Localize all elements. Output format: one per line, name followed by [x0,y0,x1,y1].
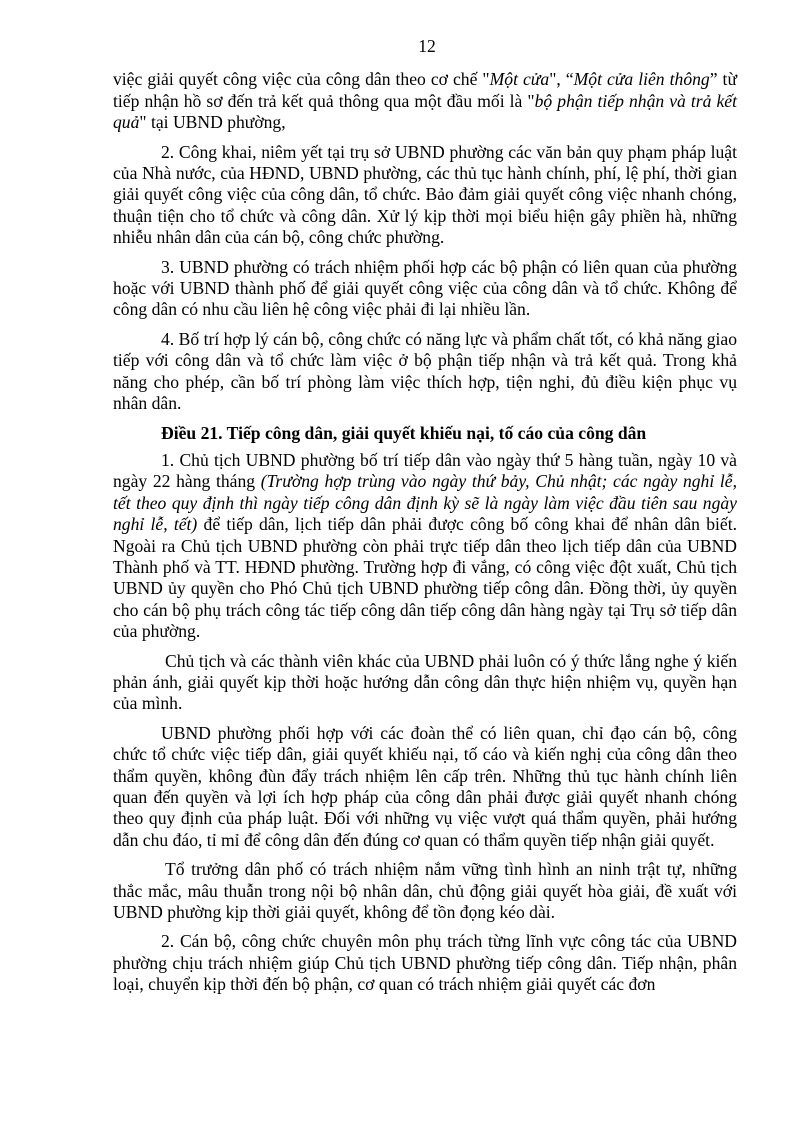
article-21-heading: Điều 21. Tiếp công dân, giải quyết khiếu nại, tố cáo của công dân [161,422,647,443]
paragraph-article-21-item-1 [113,450,737,643]
paragraph-item-4: 4. Bố trí hợp lý cán bộ, công chức có năng lực và phẩm chất tốt, có khả năng giao tiếp với công dân và tổ chức làm việc ở bộ phận tiếp nhận và trả kết quả. Trong khả năng cho phép, cần bố trí phòng làm việc thích hợp, tiện nghi, đủ điều kiện phục vụ nhân dân. [113,328,737,414]
page-number: 12 [418,36,436,56]
italic-term: Một cửa liên thông [573,69,710,90]
text-run: " tại UBND phường, [139,112,286,133]
paragraph-article-21-item-2: 2. Cán bộ, công chức chuyên môn phụ trách từng lĩnh vực công tác của UBND phường chịu trách nhiệm giúp Chủ tịch UBND phường tiếp công dân. Tiếp nhận, phân loại, chuyển kịp thời đến bộ phận, cơ quan có trách nhiệm giải quyết các đơn [113,931,737,995]
italic-note: (Trường hợp trùng vào ngày thứ bảy, Chủ nhật; các ngày nghỉ lễ, tết theo quy định thì ngày tiếp công dân định kỳ sẽ là ngày làm việc đầu tiên sau ngày nghỉ lễ, tết) [113,471,737,535]
paragraph-item-3: 3. UBND phường có trách nhiệm phối hợp các bộ phận có liên quan của phường hoặc với UBND thành phố để giải quyết công việc của công dân và tổ chức. Không để công dân có nhu cầu liên hệ công việc phải đi lại nhiều lần. [113,256,737,320]
text-run: để tiếp dân, lịch tiếp dân phải được công bố công khai để nhân dân biết. Ngoài ra Chủ tịch UBND phường còn phải trực tiếp dân theo lịch tiếp dân của UBND Thành phố và TT. HĐND phường. Trường hợp đi vắng, có công việc đột xuất, Chủ tịch UBND ủy quyền cho Phó Chủ tịch UBND phường tiếp công dân. Đồng thời, ủy quyền cho cán bộ phụ trách công tác tiếp công dân tiếp công dân hàng ngày tại Trụ sở tiếp dân của phường. [113,514,737,642]
text-run: ” từ tiếp nhận hồ sơ đến trả kết quả thông qua một đầu mối là " [113,69,737,111]
italic-term: Một cửa [489,69,550,90]
text-run: việc giải quyết công việc của công dân theo cơ chế " [113,69,490,90]
paragraph-item-2: 2. Công khai, niêm yết tại trụ sở UBND phường các văn bản quy phạm pháp luật của Nhà nước, của HĐND, UBND phường, các thủ tục hành chính, phí, lệ phí, thời gian giải quyết công việc của công dân, tổ chức. Bảo đảm giải quyết công việc nhanh chóng, thuận tiện cho tổ chức và công dân. Xử lý kịp thời mọi biểu hiện gây phiền hà, những nhiễu nhân dân của cán bộ, công chức phường. [113,141,737,248]
paragraph-neighborhood-leader: Tổ trưởng dân phố có trách nhiệm nắm vững tình hình an ninh trật tự, những thắc mắc, mâu thuẫn trong nội bộ nhân dân, chủ động giải quyết hòa giải, đề xuất với UBND phường kịp thời giải quyết, không để tồn đọng kéo dài. [113,859,737,923]
italic-term: bộ phận tiếp nhận và trả kết quả [113,90,737,133]
text-run: 1. Chủ tịch UBND phường bố trí tiếp dân vào ngày thứ 5 hàng tuần, ngày 10 và ngày 22 hàng tháng [113,449,737,492]
paragraph-ubnd-coordination: UBND phường phối hợp với các đoàn thể có liên quan, chỉ đạo cán bộ, công chức tổ chức việc tiếp dân, giải quyết khiếu nại, tố cáo và kiến nghị của công dân theo thẩm quyền, không đùn đẩy trách nhiệm lên cấp trên. Những thủ tục hành chính liên quan đến quyền và lợi ích hợp pháp của công dân phải được giải quyết nhanh chóng theo quy định của pháp luật. Đối với những vụ việc vượt quá thẩm quyền, phải hướng dẫn chu đáo, tỉ mỉ để công dân đến đúng cơ quan có thẩm quyền tiếp nhận giải quyết. [113,722,737,850]
paragraph-continuation [113,69,737,133]
paragraph-chairman-duty: Chủ tịch và các thành viên khác của UBND phải luôn có ý thức lắng nghe ý kiến phản ánh, giải quyết kịp thời hoặc hướng dẫn công dân thực hiện nhiệm vụ, quyền hạn của mình. [113,650,737,714]
text-run: ", “ [549,69,574,90]
